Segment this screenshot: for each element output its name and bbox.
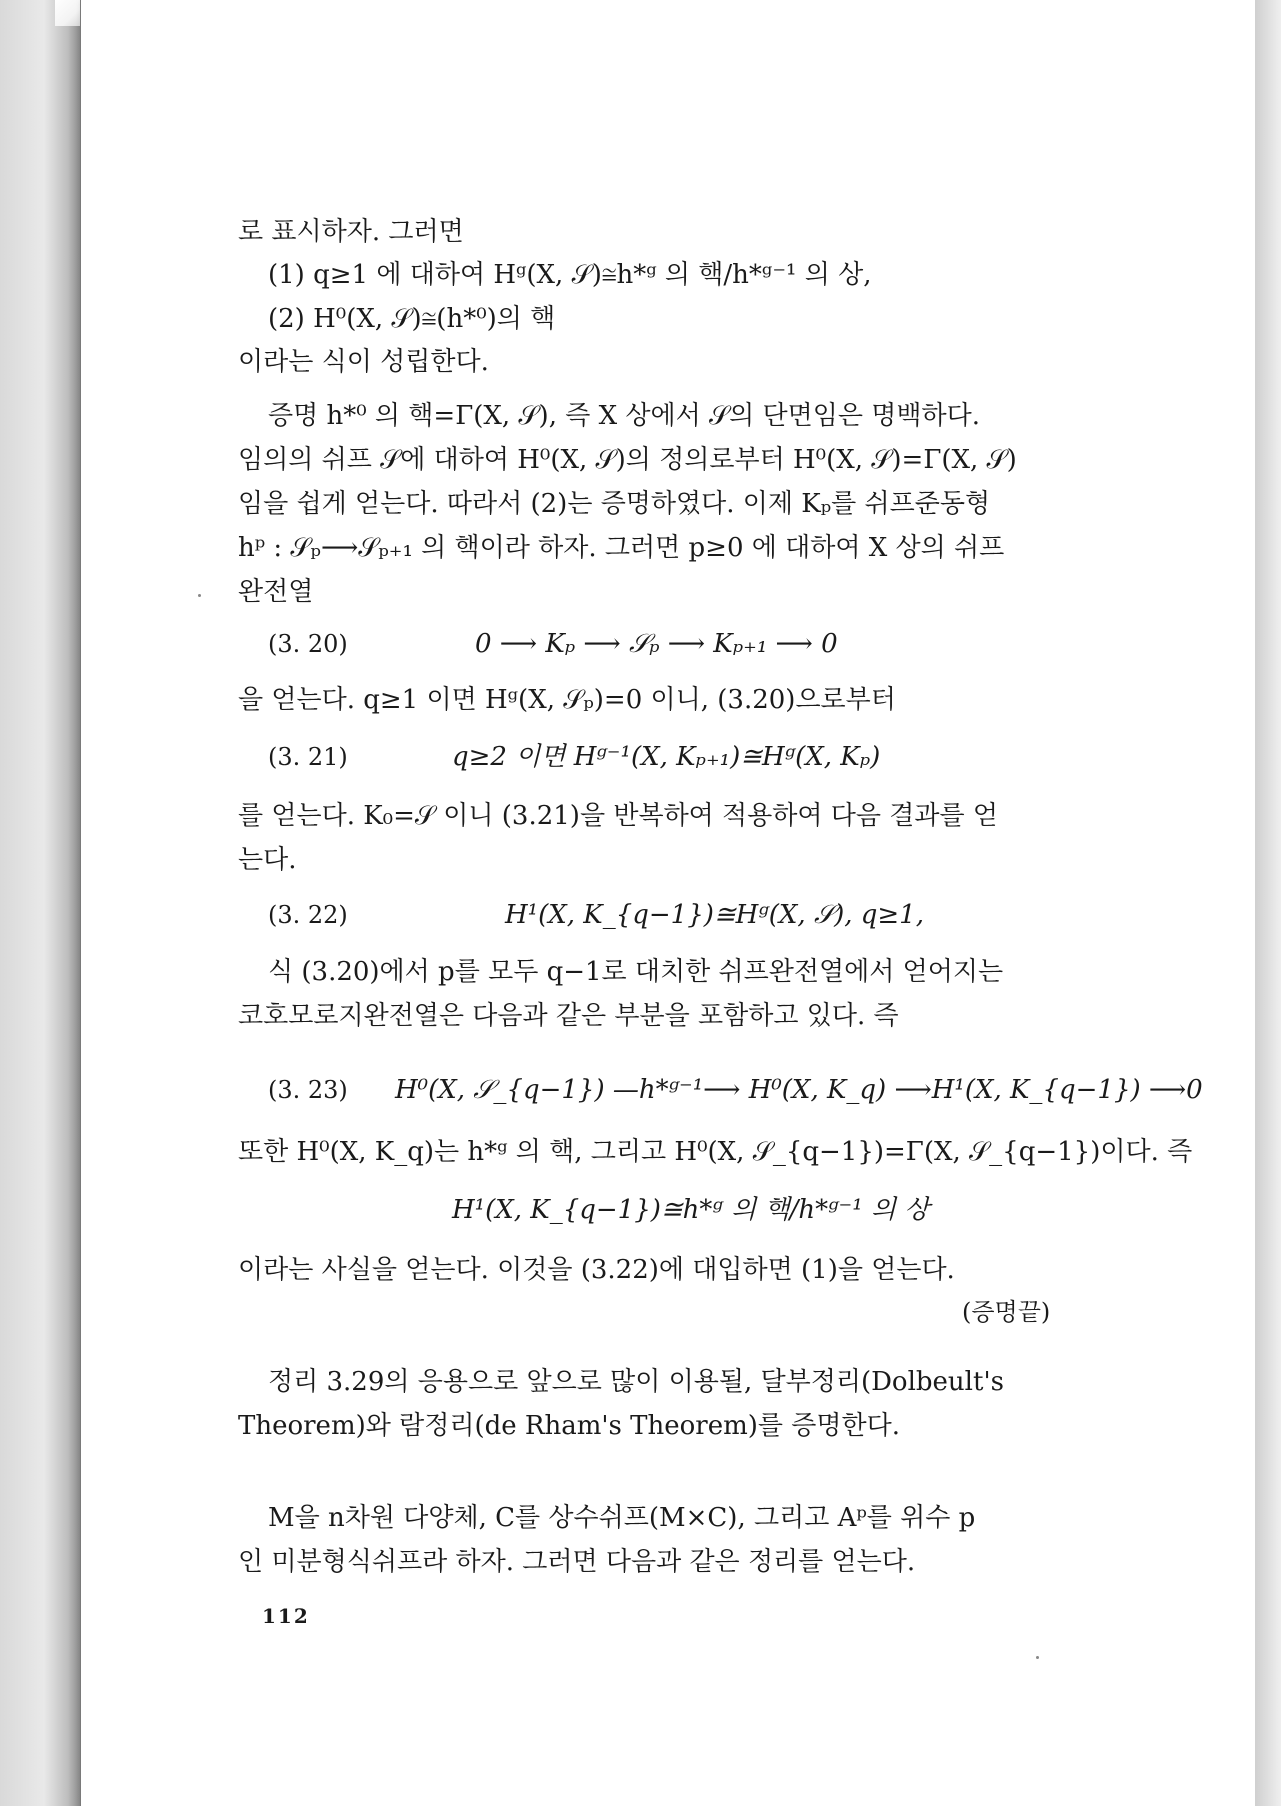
text-line: 이라는 식이 성립한다. bbox=[238, 347, 489, 377]
page-left-edge bbox=[0, 0, 80, 1806]
centered-formula: H¹(X, K_{q−1})≅h*ᵍ 의 핵/h*ᵍ⁻¹ 의 상 bbox=[452, 1195, 930, 1225]
text-line: 임을 쉽게 얻는다. 따라서 (2)는 증명하였다. 이제 Kₚ를 쉬프준동형 bbox=[238, 489, 991, 519]
text-line: 를 얻는다. K₀=𝒮 이니 (3.21)을 반복하여 적용하여 다음 결과를 얻 bbox=[238, 801, 999, 831]
text-line: 임의의 쉬프 𝒮에 대하여 H⁰(X, 𝒮)의 정의로부터 H⁰(X, 𝒮)=Γ(X, 𝒮) bbox=[238, 445, 1017, 475]
equation-number: (3. 20) bbox=[268, 630, 348, 658]
speck bbox=[198, 594, 201, 597]
text-line: 이라는 사실을 얻는다. 이것을 (3.22)에 대입하면 (1)을 얻는다. bbox=[238, 1255, 955, 1285]
equation-number: (3. 22) bbox=[268, 901, 348, 929]
text-line: (2) H⁰(X, 𝒮)≅(h*⁰)의 핵 bbox=[268, 304, 556, 334]
page-right-edge bbox=[1255, 0, 1281, 1806]
equation-body: q≥2 이면 Hᵍ⁻¹(X, Kₚ₊₁)≅Hᵍ(X, Kₚ) bbox=[452, 742, 881, 772]
text-line: 코호모로지완전열은 다음과 같은 부분을 포함하고 있다. 즉 bbox=[238, 1001, 899, 1031]
text-line: 을 얻는다. q≥1 이면 Hᵍ(X, 𝒮ₚ)=0 이니, (3.20)으로부터 bbox=[238, 685, 896, 715]
text-line: 인 미분형식쉬프라 하자. 그러면 다음과 같은 정리를 얻는다. bbox=[238, 1547, 916, 1577]
text-line: 는다. bbox=[238, 845, 297, 875]
equation-number: (3. 23) bbox=[268, 1076, 348, 1104]
proof-line: 증명 h*⁰ 의 핵=Γ(X, 𝒮), 즉 X 상에서 𝒮의 단면임은 명백하다. bbox=[268, 401, 980, 431]
equation-number: (3. 21) bbox=[268, 743, 348, 771]
text-line: 로 표시하자. 그러면 bbox=[238, 217, 464, 247]
equation-body: 0 ⟶ Kₚ ⟶ 𝒮ₚ ⟶ Kₚ₊₁ ⟶ 0 bbox=[475, 629, 838, 659]
qed-mark: (증명끝) bbox=[962, 1298, 1051, 1326]
text-line: M을 n차원 다양체, C를 상수쉬프(M×C), 그리고 Aᵖ를 위수 p bbox=[268, 1503, 976, 1533]
equation-body: H¹(X, K_{q−1})≅Hᵍ(X, 𝒮), q≥1, bbox=[505, 900, 924, 930]
equation-body: H⁰(X, 𝒮_{q−1}) —h*ᵍ⁻¹⟶ H⁰(X, K_q) ⟶H¹(X, K_{q−1}) ⟶0 bbox=[395, 1075, 1203, 1105]
text-line: 식 (3.20)에서 p를 모두 q−1로 대치한 쉬프완전열에서 얻어지는 bbox=[268, 957, 1004, 987]
text-line: 완전열 bbox=[238, 577, 314, 607]
speck bbox=[1036, 1656, 1039, 1659]
text-line: (1) q≥1 에 대하여 Hᵍ(X, 𝒮)≅h*ᵍ 의 핵/h*ᵍ⁻¹ 의 상, bbox=[268, 260, 872, 290]
text-line: 또한 H⁰(X, K_q)는 h*ᵍ 의 핵, 그리고 H⁰(X, 𝒮_{q−1})=Γ(X, 𝒮_{q−1})이다. 즉 bbox=[238, 1137, 1193, 1167]
text-line: 정리 3.29의 응용으로 앞으로 많이 이용될, 달부정리(Dolbeult's bbox=[268, 1367, 1004, 1397]
page-number: 112 bbox=[262, 1604, 310, 1628]
text-line: Theorem)와 람정리(de Rham's Theorem)를 증명한다. bbox=[238, 1411, 900, 1441]
text-line: hᵖ : 𝒮ₚ⟶𝒮ₚ₊₁ 의 핵이라 하자. 그러면 p≥0 에 대하여 X 상의 쉬프 bbox=[238, 533, 1005, 563]
